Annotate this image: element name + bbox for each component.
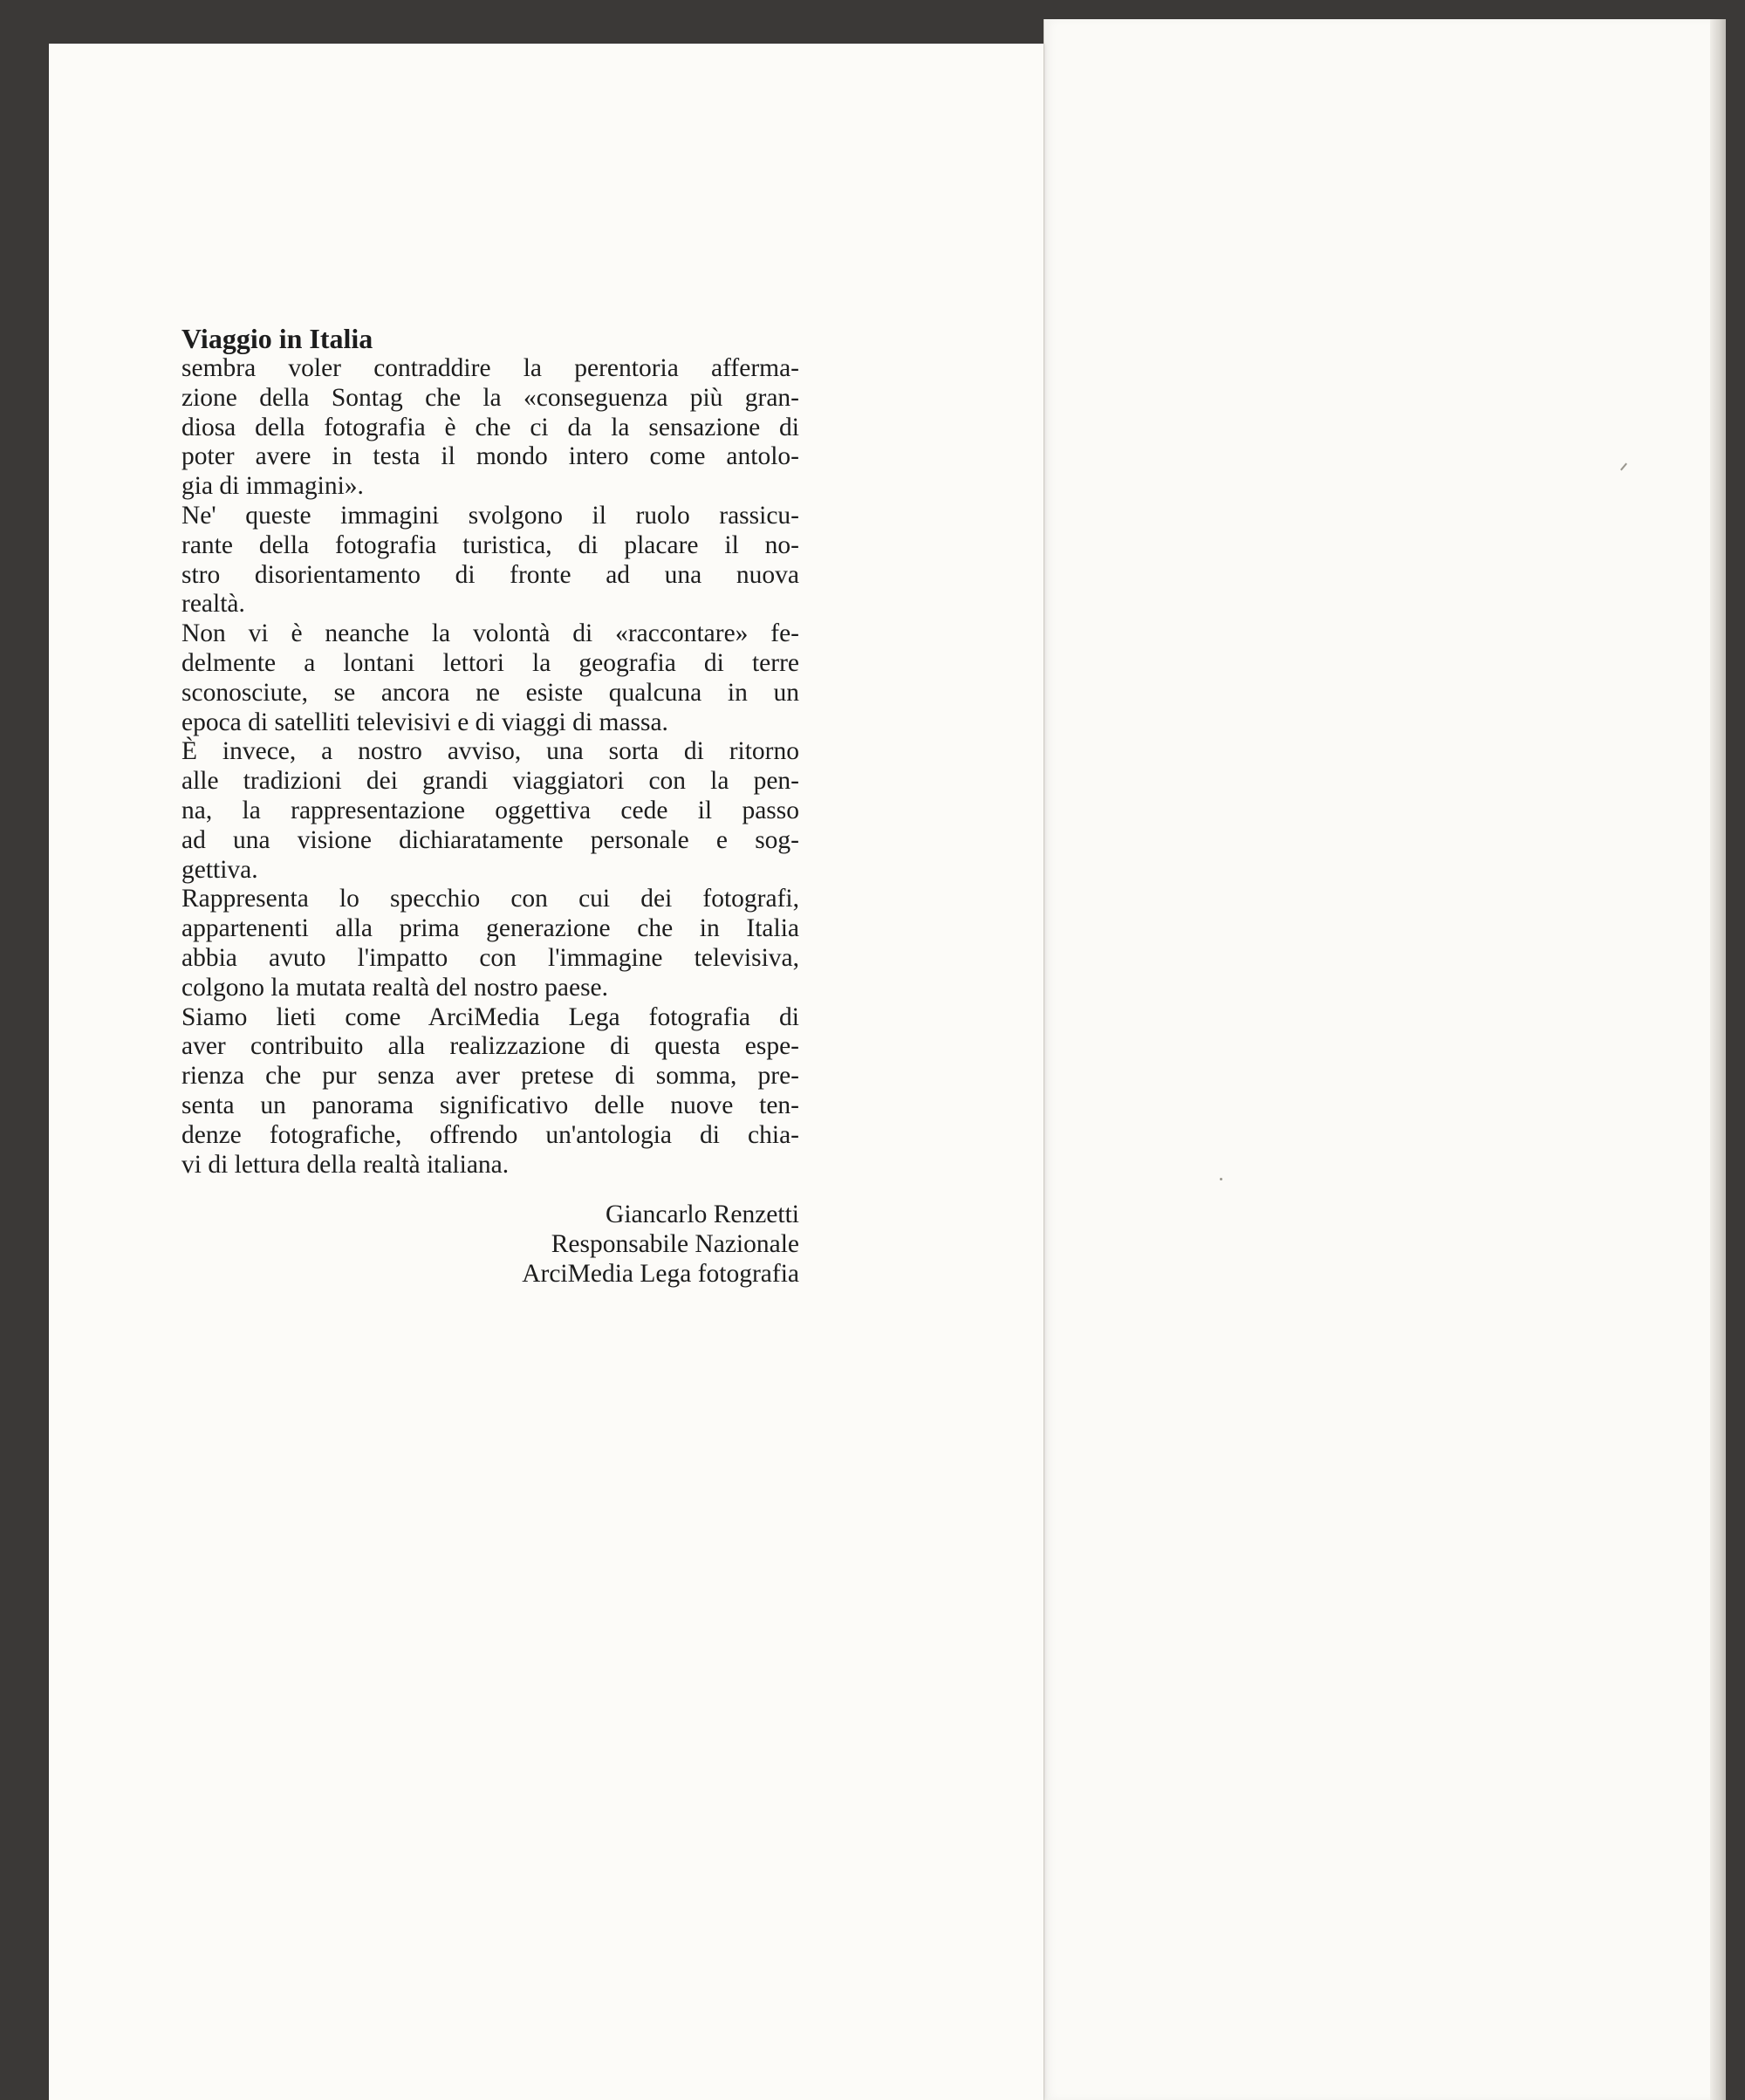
signature-block xyxy=(181,1200,799,1289)
signature-name: Giancarlo Renzetti xyxy=(606,1200,799,1229)
text-line: gettiva. xyxy=(181,855,258,884)
text-line: gia di immagini». xyxy=(181,472,364,501)
text-line: senta un panorama significativo delle nuove ten- xyxy=(181,1091,799,1119)
signature-role: Responsabile Nazionale xyxy=(551,1230,799,1259)
text-line: appartenenti alla prima generazione che in Italia xyxy=(181,914,799,943)
text-line: diosa della fotografia è che ci da la sensazione di xyxy=(181,413,799,441)
right-page xyxy=(1044,19,1725,2100)
article-text-block xyxy=(181,323,799,1289)
paragraph xyxy=(181,737,799,885)
paragraph xyxy=(181,502,799,619)
text-line: denze fotografiche, offrendo un'antologia di chia- xyxy=(181,1120,799,1149)
text-line: abbia avuto l'impatto con l'immagine televisiva, xyxy=(181,943,799,972)
paragraph xyxy=(181,354,799,502)
text-line: È invece, a nostro avviso, una sorta di ritorno xyxy=(181,737,799,766)
text-line: delmente a lontani lettori la geografia di terre xyxy=(181,648,799,677)
text-line: epoca di satelliti televisivi e di viaggi di massa. xyxy=(181,708,668,736)
text-line: rante della fotografia turistica, di placare il no- xyxy=(181,530,799,559)
paragraph xyxy=(181,1003,799,1180)
text-line: vi di lettura della realtà italiana. xyxy=(181,1150,510,1179)
paragraph xyxy=(181,885,799,1002)
paper-speck xyxy=(1220,1178,1222,1180)
article-title: Viaggio in Italia xyxy=(181,323,373,354)
text-line: zione della Sontag che la «conseguenza più gran- xyxy=(181,383,799,412)
text-line: ad una visione dichiaratamente personale e sog- xyxy=(181,825,799,854)
paragraph xyxy=(181,619,799,737)
text-line: Ne' queste immagini svolgono il ruolo rassicu- xyxy=(181,501,799,530)
article-body xyxy=(181,354,799,1180)
text-line: realtà. xyxy=(181,590,245,619)
text-line: Rappresenta lo specchio con cui dei fotografi, xyxy=(181,885,799,913)
right-page-edge xyxy=(1710,19,1726,2100)
text-line: rienza che pur senza aver pretese di somma, pre- xyxy=(181,1062,799,1091)
text-line: sembra voler contraddire la perentoria afferma- xyxy=(181,354,799,382)
text-line: poter avere in testa il mondo intero come antolo- xyxy=(181,442,799,471)
text-line: aver contribuito alla realizzazione di questa espe- xyxy=(181,1032,799,1061)
text-line: Siamo lieti come ArciMedia Lega fotografia di xyxy=(181,1002,799,1031)
text-line: Non vi è neanche la volontà di «raccontare» fe- xyxy=(181,619,799,648)
signature-organization: ArciMedia Lega fotografia xyxy=(522,1260,799,1289)
text-line: na, la rappresentazione oggettiva cede il passo xyxy=(181,796,799,824)
text-line: sconosciute, se ancora ne esiste qualcuna in un xyxy=(181,678,799,707)
text-line: alle tradizioni dei grandi viaggiatori con la pen- xyxy=(181,767,799,796)
text-line: stro disorientamento di fronte ad una nuova xyxy=(181,560,799,589)
text-line: colgono la mutata realtà del nostro paese. xyxy=(181,973,609,1002)
